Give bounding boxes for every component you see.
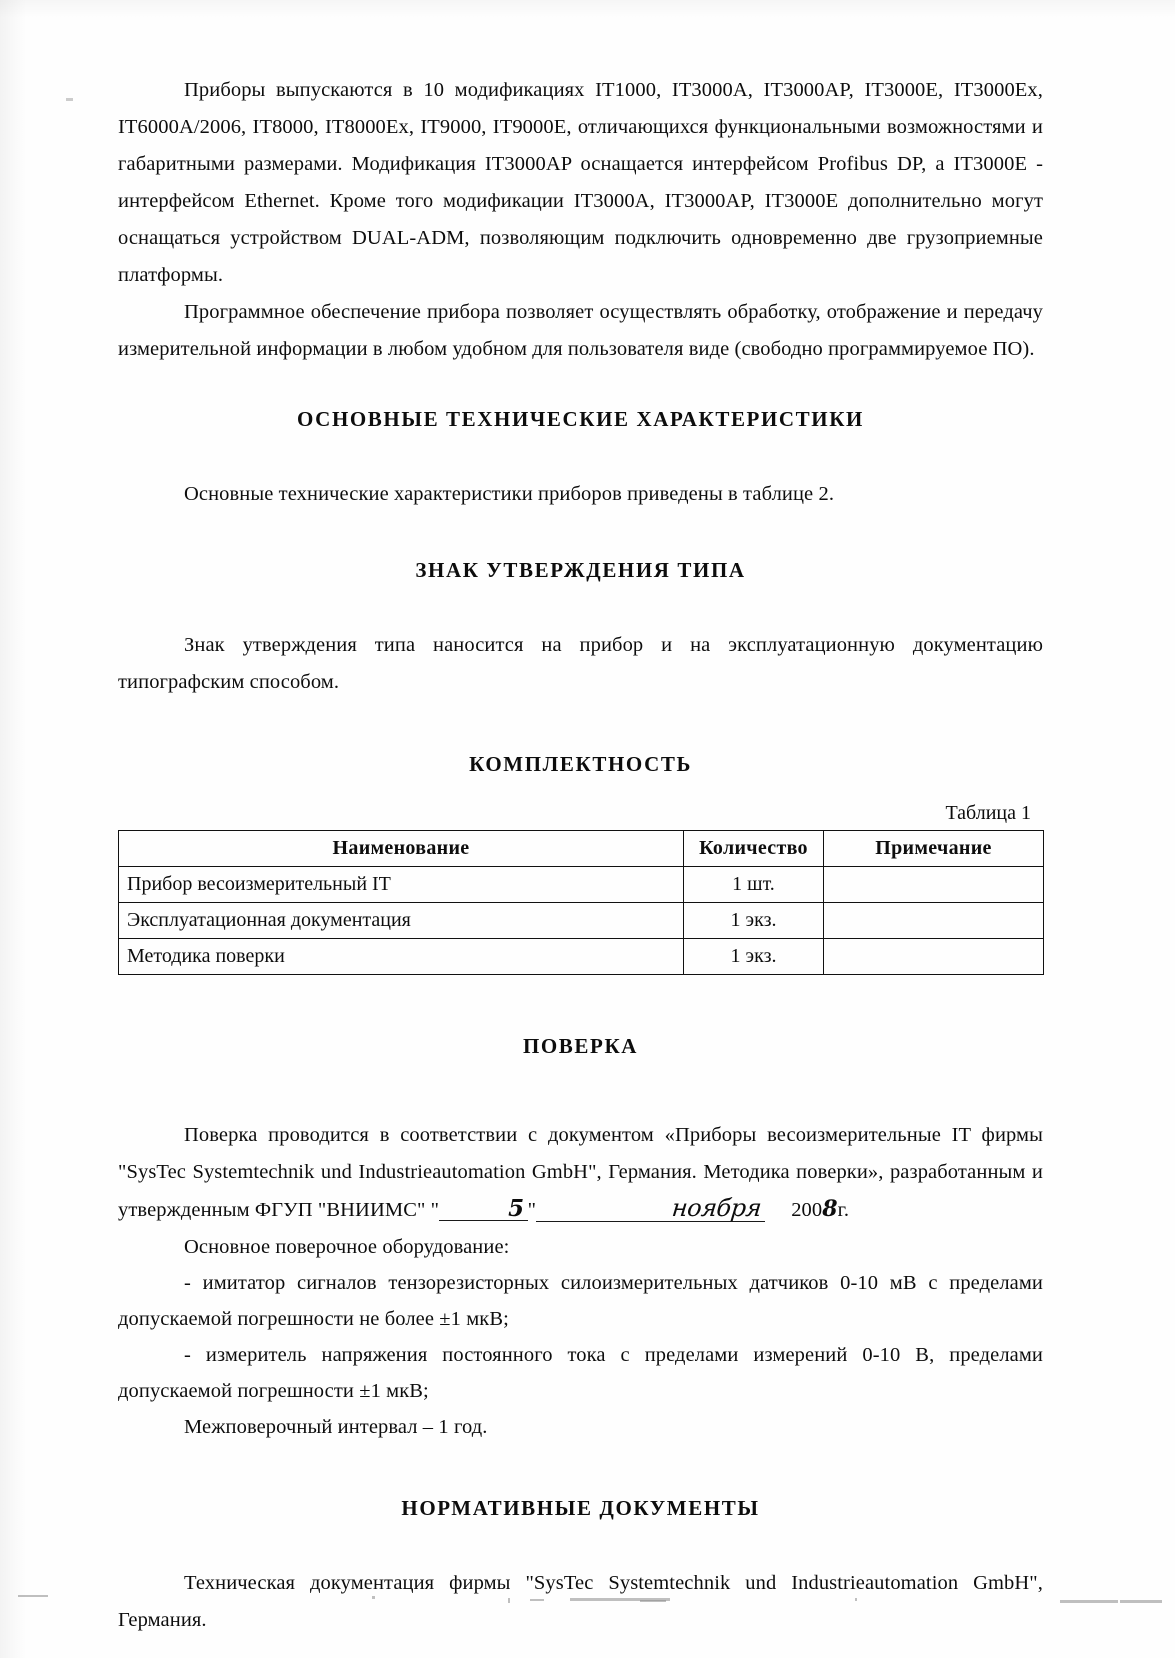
- handwritten-day: 5: [439, 1198, 528, 1221]
- heading-normative-documents: НОРМАТИВНЫЕ ДОКУМЕНТЫ: [401, 1496, 760, 1520]
- scan-artifact: [855, 1598, 857, 1601]
- handwritten-month: ноября: [670, 1194, 763, 1222]
- column-header-name: Наименование: [119, 831, 684, 867]
- paragraph-verification-interval: Межповерочный интервал – 1 год.: [184, 1416, 488, 1438]
- cell-item-name: Методика поверки: [119, 939, 684, 975]
- table-row: [119, 903, 1044, 939]
- paragraph-normative-documents: Техническая документация фирмы "SysTec Systemtechnik und Industrieautomation GmbH", Германия.: [118, 1572, 1043, 1631]
- paragraph-equipment-item-2: - измеритель напряжения постоянного тока с пределами измерений 0-10 В, пределами допускаемой погрешности ±1 мкВ;: [118, 1344, 1043, 1402]
- paragraph-verification-document: [118, 1117, 1043, 1229]
- heading-verification: ПОВЕРКА: [522, 1034, 639, 1058]
- scan-artifact: [1120, 1600, 1162, 1603]
- scan-artifact: [640, 1600, 666, 1602]
- cell-item-note: [824, 867, 1044, 903]
- heading-main-technical-characteristics: ОСНОВНЫЕ ТЕХНИЧЕСКИЕ ХАРАКТЕРИСТИКИ: [296, 407, 864, 431]
- table-row: [119, 867, 1044, 903]
- document-body: [118, 72, 1043, 1639]
- handwritten-year-digit: 8: [822, 1196, 838, 1222]
- column-header-note: Примечание: [824, 831, 1044, 867]
- cell-item-quantity: 1 экз.: [684, 903, 824, 939]
- table-header-row: [119, 831, 1044, 867]
- quote-close: ": [527, 1199, 537, 1221]
- verification-text-part1: Поверка проводится в соответствии с документом «Приборы весоизмерительные IT фирмы "SysTec Systemtechnik und Industrieautomation GmbH", Германия. Методика поверки», разработанным и утвержденным ФГУП "ВНИИМС" ": [118, 1124, 1043, 1221]
- scan-artifact: [508, 1598, 510, 1603]
- scan-speck: [66, 98, 73, 101]
- year-prefix: 200: [791, 1199, 823, 1221]
- completeness-table: [118, 830, 1044, 975]
- cell-item-note: [824, 939, 1044, 975]
- paragraph-modifications: Приборы выпускаются в 10 модификациях IT1000, IT3000A, IT3000AP, IT3000E, IT3000Ex, IT6000A/2006, IT8000, IT8000Ex, IT9000, IT9000E, отличающихся функциональными возможностями и габаритными размерами. Модификация IT3000AP оснащается интерфейсом Profibus DP, а IT3000E - интерфейсом Ethernet. Кроме того модификации IT3000A, IT3000AP, IT3000E дополнительно могут оснащаться устройством DUAL-ADM, позволяющим подключить одновременно две грузоприемные платформы.: [118, 79, 1043, 286]
- cell-item-note: [824, 903, 1044, 939]
- scan-artifact: [530, 1599, 544, 1601]
- cell-item-quantity: 1 шт.: [684, 867, 824, 903]
- column-header-quantity: Количество: [684, 831, 824, 867]
- scan-edge-shadow-top: [0, 0, 1175, 18]
- table-caption: Таблица 1: [945, 802, 1031, 824]
- handwritten-month-field: [536, 1194, 765, 1222]
- table-row: [119, 939, 1044, 975]
- cell-item-name: Прибор весоизмерительный IT: [119, 867, 684, 903]
- paragraph-equipment-intro: Основное поверочное оборудование:: [184, 1236, 510, 1258]
- paragraph-type-approval: Знак утверждения типа наносится на прибор и на эксплуатационную документацию типографским способом.: [118, 634, 1043, 693]
- cell-item-name: Эксплуатационная документация: [119, 903, 684, 939]
- scan-artifact: [18, 1595, 48, 1597]
- scan-artifact: [1060, 1600, 1118, 1603]
- scan-edge-shadow-left: [0, 0, 26, 1658]
- heading-type-approval-mark: ЗНАК УТВЕРЖДЕНИЯ ТИПА: [415, 558, 746, 582]
- paragraph-characteristics-ref: Основные технические характеристики приборов приведены в таблице 2.: [184, 483, 835, 505]
- paragraph-software: Программное обеспечение прибора позволяет осуществлять обработку, отображение и передачу измерительной информации в любом удобном для пользователя виде (свободно программируемое ПО).: [118, 301, 1043, 360]
- scan-artifact: [372, 1596, 375, 1599]
- year-suffix: г.: [837, 1199, 850, 1221]
- heading-completeness: КОМПЛЕКТНОСТЬ: [469, 752, 692, 776]
- paragraph-equipment-item-1: - имитатор сигналов тензорезисторных силоизмерительных датчиков 0-10 мВ с пределами допускаемой погрешности не более ±1 мкВ;: [118, 1272, 1043, 1330]
- cell-item-quantity: 1 экз.: [684, 939, 824, 975]
